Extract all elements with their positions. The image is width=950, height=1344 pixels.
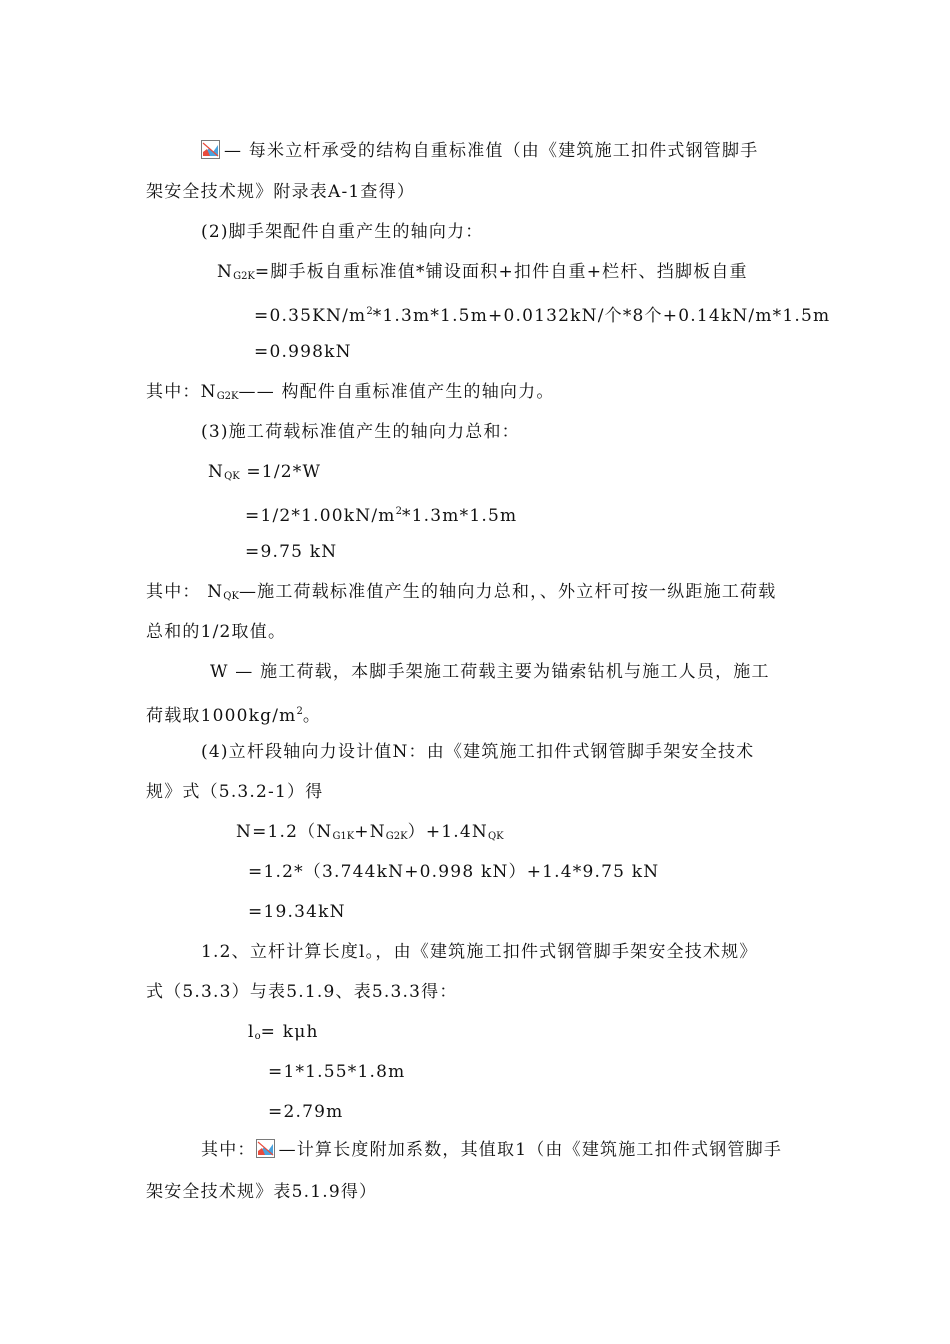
formula-l0: $l_o= k\mu h$: [248, 1022, 319, 1042]
note-line: 其中： —计算长度附加系数，其值取1（由《建筑施工扣件式钢管脚手: [201, 1140, 783, 1160]
broken-image-icon: [256, 1139, 275, 1158]
formula-result: =9.75 kN: [245, 542, 338, 562]
section-heading: (3)施工荷载标准值产生的轴向力总和：: [201, 422, 520, 442]
formula-nqk: $N_{QK} =1/2*W$: [208, 462, 322, 482]
line-text: — 每米立杆承受的结构自重标准值（由《建筑施工扣件式钢管脚手: [224, 141, 759, 161]
note-line: 其中： $N_{QK}—$施工荷载标准值产生的轴向力总和，、外立杆可按一纵距施工荷载: [146, 582, 777, 602]
formula-line: $=0.35KN/m^2*1.3m*1.5m+0.0132kN/$个*8个+0.14kN/m*1.5m: [254, 306, 831, 326]
paragraph-line: 规》式（5.3.2-1）得: [146, 782, 324, 802]
paragraph-line: W — 施工荷载，本脚手架施工荷载主要为锚索钻机与施工人员，施工: [210, 662, 770, 682]
broken-image-icon: [201, 140, 220, 159]
formula-ng2k: $N_{G2K}=$脚手板自重标准值*铺设面积+扣件自重+栏杆、挡脚板自重: [217, 262, 748, 282]
paragraph-line: 式（5.3.3）与表5.1.9、表5.3.3得：: [146, 982, 458, 1002]
section-heading: (4)立杆段轴向力设计值N：由《建筑施工扣件式钢管脚手架安全技术: [201, 742, 755, 762]
paragraph-line: 架安全技术规》表5.1.9得）: [146, 1182, 378, 1202]
note-line: 其中：$N_{G2K}——$ 构配件自重标准值产生的轴向力。: [146, 382, 555, 402]
formula-line: $=1/2*1.00kN/m^2*1.3m*1.5m$: [245, 506, 518, 526]
line-2: 架安全技术规》附录表A-1查得）: [146, 182, 416, 202]
paragraph-line: 荷载取$1000kg/m^2$。: [146, 706, 322, 726]
line-1: [201, 139, 758, 163]
formula-result: =2.79m: [268, 1102, 344, 1122]
line-3: (2)脚手架配件自重产生的轴向力：: [201, 222, 484, 242]
formula-result: =0.998kN: [254, 342, 352, 362]
formula-result: =19.34kN: [248, 902, 346, 922]
paragraph-line: 总和的1/2取值。: [146, 622, 287, 642]
section-heading: 1.2、立杆计算长度l。，由《建筑施工扣件式钢管脚手架安全技术规》: [201, 942, 758, 962]
formula-line: =1.2*（3.744kN+0.998 kN）+1.4*9.75 kN: [248, 862, 660, 882]
formula-line: =1*1.55*1.8m: [268, 1062, 406, 1082]
formula-n: $N=1.2(N_{G1K}+N_{G2K})+1.4N_{QK}$: [236, 822, 504, 842]
